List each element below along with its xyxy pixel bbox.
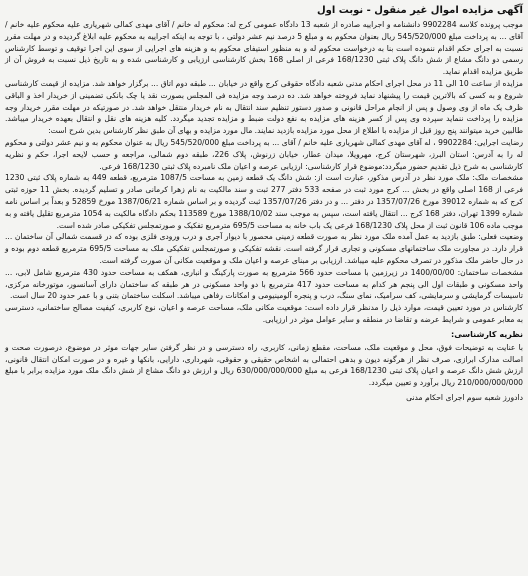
conclusion-heading: نظریه کارشناسی:: [451, 329, 523, 339]
notice-paragraph: مزایده از ساعت 10 الی 11 در محل اجرای احکام مدنی شعبه دادگاه حقوقی کرج واقع در خیابان ... طبقه دوم اتاق ... برگزار خواهد شد. مزایده از قیمت کارشناسی شروع و به کسی که بالاترین قیمت را پیشنهاد نماید فروخته خواهد شد. ده درصد وجه مزایده فی المجلس بصورت نقد یا چک بانکی تضمینی از خریدار اخذ و الباقی ظرف یک ماه از وی وصول و پس از انجام مراحل قانونی و صدور دستور تنظیم سند انتقال به نام خریدار منتقل خواهد شد. در صورتیکه در مهلت مقرر خریدار وجه مزایده را پرداخت ننماید سپرده وی پس از کسر هزینه های مزایده به نفع دولت ضبط و مزایده تجدید میگردد. کلیه هزینه های نقل و انتقال بعهده خریدار میباشد. طالبین خرید میتوانند پنج روز قبل از مزایده با اطلاع از محل مورد مزایده بازدید نمایند. مال مورد مزایده و بهای آن طبق نظر کارشناس بدین شرح است:: [5, 78, 523, 136]
conclusion-text: با عنایت به توضیحات فوق، محل و موقعیت ملک، مساحت، مقطع زمانی، کاربری، راه دسترسی و در نظر گرفتن سایر جهات موثر در موضوع، درصورت صحت و اصالت مدارک ابرازی، صرف نظر از هرگونه دیون و بدهی احتمالی به اشخاص حقیقی و حقوقی، شهرداری، دارایی، بانکها و غیره و در صورت امکان انتقال قانونی، ارزش شش دانگ عرصه و اعیان پلاک ثبتی 168/1230 فرعی به مبلغ 630/000/000/000 ریال و ارزش دو دانگ مشاع از شش دانگ ملک مورد مزایده برابر با مبلغ 210/000/000/000 ریال برآورد و تعیین میگردد.: [5, 342, 524, 388]
notice-paragraph: مشخصات ملک: ملک مورد نظر در آدرس مذکور، عبارت است از: شش دانگ یک قطعه زمین به مساحت 1087/5 مترمربع، قطعه 449 به شماره پلاک ثبتی 1230 فرعی از 168 اصلی واقع در بخش ... کرج مورد ثبت در صفحه 533 دفتر 277 ثبت و سند مالکیت به نام زهرا کرمانی صادر و تسلیم گردیده. بخش 11 حوزه ثبتی کرج که به شماره 39012 مورخ 1357/07/26 در دفتر ... و در دفتر 1357/07/26 ثبت گردیده و بر اساس شماره 1387/06/21 مورخ 52859 و بعداً بر اساس نامه شماره 1399 تهران، دفتر 168 کرج ... انتقال یافته است، سپس به موجب سند 1388/10/02 مورخ 113589 بحکم دادگاه مالکیت به 1054 مترمربع تقلیل یافته و به موجب ماده 106 قانون ثبت از محل پلاک 168/1230 فرعی یک باب خانه به مساحت 695/5 مترمربع تفکیک و صورتمجلس تفکیکی صادر شده است.: [5, 173, 524, 230]
notice-title: آگهی مزایده اموال غیر منقول - نوبت اول: [317, 5, 523, 16]
notice-paragraph: کارشناس در مورد تعیین قیمت، موارد ذیل را مدنظر قرار داده است: موقعیت مکانی ملک، مساحت عرصه و اعیان، نوع کاربری، کیفیت مصالح ساختمانی، دسترسی به معابر عمومی و شرایط عرضه و تقاضا در منطقه و سایر عوامل موثر در ارزیابی.: [5, 303, 523, 324]
notice-paragraph: مشخصات ساختمان: 1400/00/00 در زیرزمین با مساحت حدود 566 مترمربع به صورت پارکینگ و انباری، همکف به مساحت حدود 430 مترمربع شامل لابی، ... واحد مسکونی و طبقات اول الی پنجم هر کدام به مساحت حدود 417 مترمربع با دو واحد مسکونی در هر طبقه که ساختمان دارای آسانسور، موتورخانه مرکزی، تاسیسات گرمایشی و سرمایشی، کف سرامیک، نمای سنگ، درب و پنجره آلومینیومی و امکانات رفاهی میباشد. اسکلت ساختمان بتنی و با عمر حدود 20 سال است.: [5, 267, 524, 301]
notice-paragraph: رضایت اجرایی: 9902284 ، له آقای مهدی کمالی شهریاری علیه خانم / آقای ... به پرداخت مبلغ 545/520/000 ریال به عنوان محکوم به و نیم عشر دولتی و محکوم له را به آدرس: استان البرز، شهرستان کرج، مهرویلا، میدان عطار، خیابان زرنوش، پلاک 226، طبقه دوم شمالی، مراجعه و حسب لایحه اجرا، حکم و نظریه کارشناسی به شرح ذیل تقدیم حضور میگردد:موضوع قرار کارشناسی: ارزیابی عرصه و اعیان ملک نامبرده پلاک ثبتی 168/1230 فرعی.: [5, 137, 523, 171]
notice-paragraph: موجب پرونده کلاسه 9902284 دانشنامه و اجراییه صادره از شعبه 13 دادگاه عمومی کرج له: محکوم له خانم / آقای مهدی کمالی شهریاری علیه محکوم علیه خانم / آقای ... به پرداخت مبلغ 545/520/000 ریال بعنوان محکوم به و مبلغ 5 درصد نیم عشر دولتی ، با توجه به اینکه اجراییه به محکوم علیه ابلاغ گردیده و در مهلت مقرر نسبت به اجرای حکم اقدام ننموده است بنا به درخواست محکوم له و به منظور استیفای محکوم به و هزینه های اجرایی از سوی این اجرا توقیف و توسط کارشناس رسمی دو دانگ مشاع از شش دانگ پلاک ثبتی 168/1230 فرعی از اصلی 168 بخش کارشناسی ارزیابی و کارشناسی شده و به تاریخ ذیل نسبت به فروش آن از طریق مزایده اقدام نماید.: [5, 20, 523, 77]
signature: دادورز شعبه سوم اجرای احکام مدنی: [406, 392, 523, 402]
notice-paragraph: وضعیت فعلی: طبق بازدید به عمل آمده ملک مورد نظر به صورت قطعه زمینی محصور با دیوار آجری و درب ورودی فلزی بوده که در قسمت شمالی آن ساختمان ... قرار دارد. در مجاورت ملک ساختمانهای مسکونی و تجاری قرار گرفته است. نقشه تفکیکی و صورتمجلس تفکیکی ملک به مساحت 695/5 مترمربع قطعه دوم بوده و در حال حاضر ملک مذکور در تصرف محکوم علیه میباشد. ارزیابی بر مبنای عرصه و اعیان ملک و موقعیت مکانی آن صورت گرفته است.: [5, 232, 523, 265]
